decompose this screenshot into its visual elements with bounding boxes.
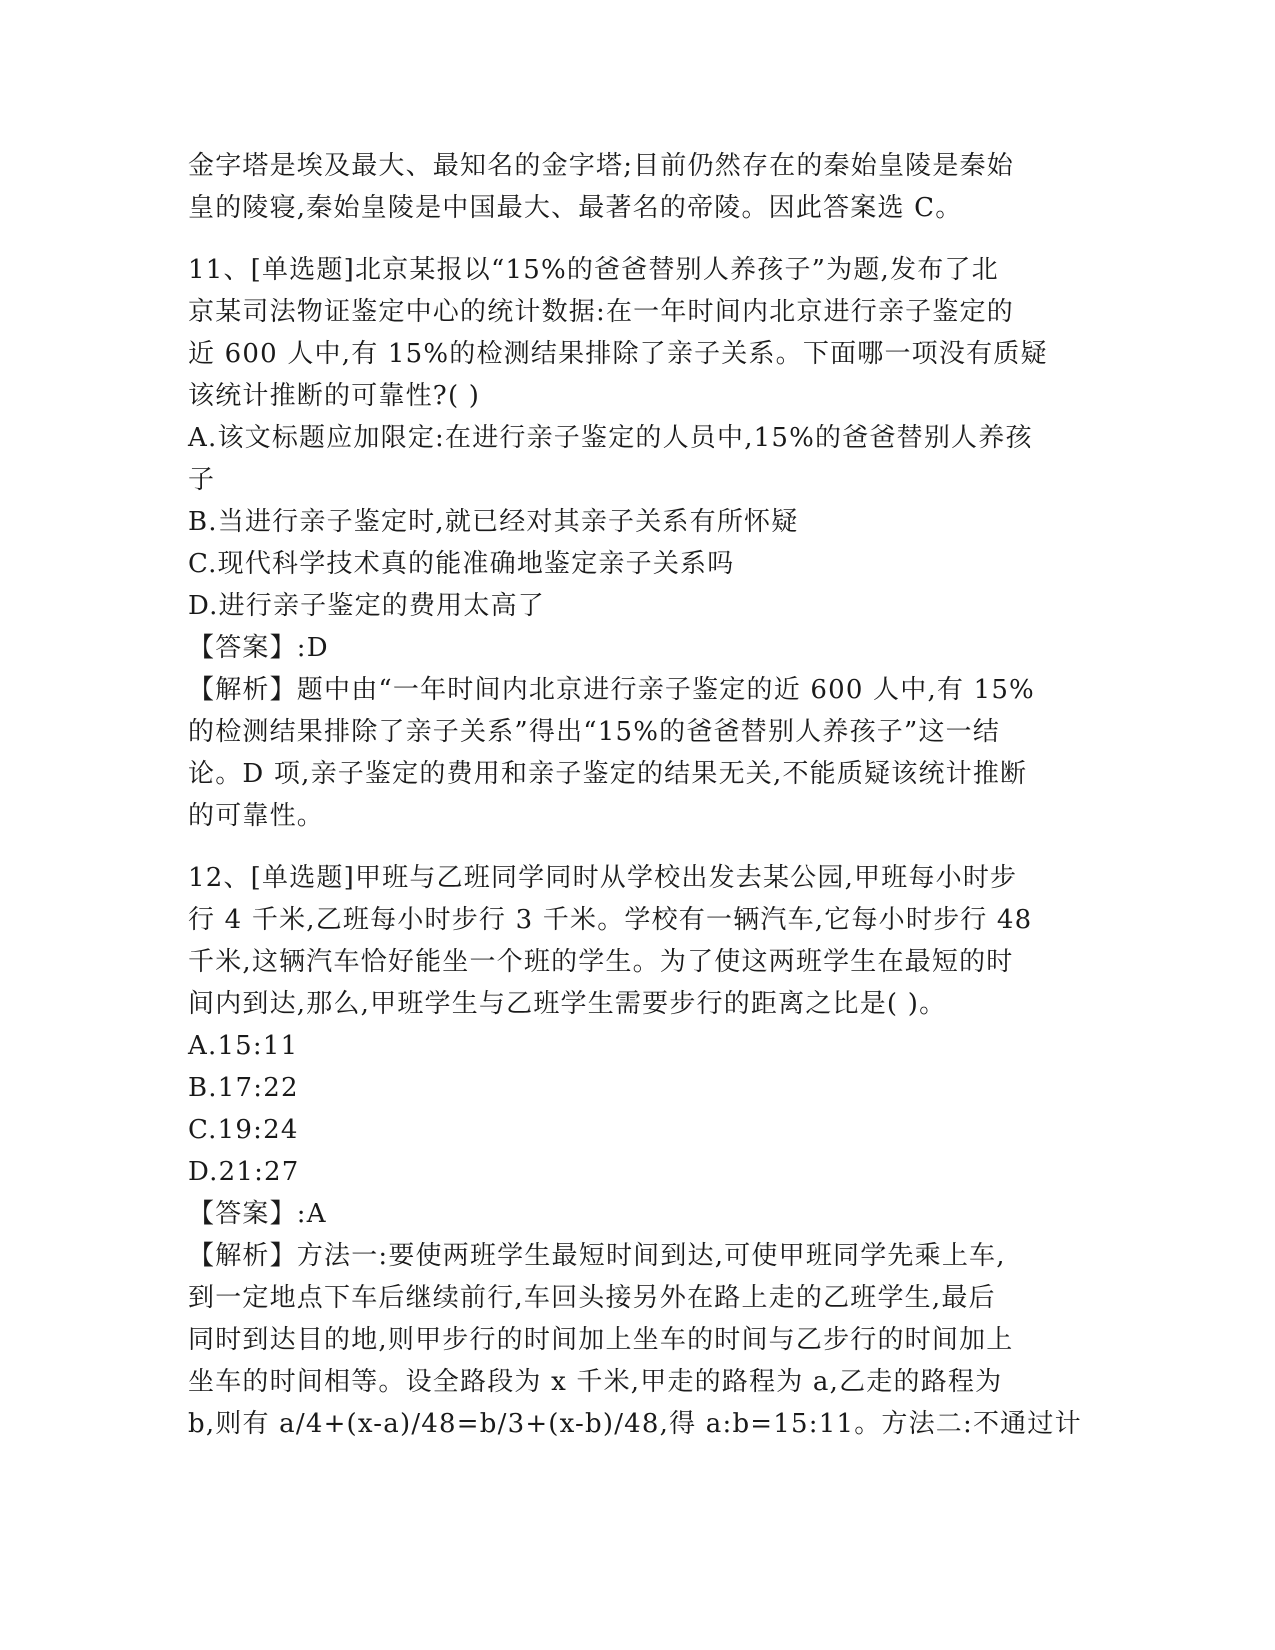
text-line: 皇的陵寝,秦始皇陵是中国最大、最著名的帝陵。因此答案选 C。 xyxy=(188,193,963,223)
analysis-line: b,则有 a/4+(x-a)/48=b/3+(x-b)/48,得 a:b=15:11。方法二:不通过计 xyxy=(188,1409,1082,1439)
option-a: A.该文标题应加限定:在进行亲子鉴定的人员中,15%的爸爸替别人养孩 xyxy=(188,423,1033,453)
option-b: B.当进行亲子鉴定时,就已经对其亲子关系有所怀疑 xyxy=(188,507,799,537)
document-page xyxy=(188,145,1088,1445)
question-11 xyxy=(188,249,1088,837)
analysis-line: 【解析】题中由“一年时间内北京进行亲子鉴定的近 600 人中,有 15% xyxy=(188,675,1035,705)
analysis-line: 同时到达目的地,则甲步行的时间加上坐车的时间与乙步行的时间加上 xyxy=(188,1325,1014,1355)
answer-line: 【答案】:D xyxy=(188,633,329,663)
analysis-line: 的可靠性。 xyxy=(188,801,325,831)
text-line: 金字塔是埃及最大、最知名的金字塔;目前仍然存在的秦始皇陵是秦始 xyxy=(188,151,1014,181)
option-a-continued: 子 xyxy=(188,465,216,495)
question-stem-line: 行 4 千米,乙班每小时步行 3 千米。学校有一辆汽车,它每小时步行 48 xyxy=(188,905,1033,935)
option-c: C.现代科学技术真的能准确地鉴定亲子关系吗 xyxy=(188,549,735,579)
question-stem-line: 千米,这辆汽车恰好能坐一个班的学生。为了使这两班学生在最短的时 xyxy=(188,947,1014,977)
analysis-line: 的检测结果排除了亲子关系”得出“15%的爸爸替别人养孩子”这一结 xyxy=(188,717,1001,747)
question-stem-line: 11、[单选题]北京某报以“15%的爸爸替别人养孩子”为题,发布了北 xyxy=(188,255,999,285)
question-stem-line: 京某司法物证鉴定中心的统计数据:在一年时间内北京进行亲子鉴定的 xyxy=(188,297,1014,327)
previous-explanation xyxy=(188,145,1088,229)
question-stem-line: 12、[单选题]甲班与乙班同学同时从学校出发去某公园,甲班每小时步 xyxy=(188,863,1018,893)
option-c: C.19:24 xyxy=(188,1115,299,1145)
analysis-line: 【解析】方法一:要使两班学生最短时间到达,可使甲班同学先乘上车, xyxy=(188,1241,1006,1271)
question-stem-line: 间内到达,那么,甲班学生与乙班学生需要步行的距离之比是( )。 xyxy=(188,989,947,1019)
question-12 xyxy=(188,857,1088,1445)
answer-line: 【答案】:A xyxy=(188,1199,327,1229)
analysis-line: 论。D 项,亲子鉴定的费用和亲子鉴定的结果无关,不能质疑该统计推断 xyxy=(188,759,1028,789)
question-stem-line: 近 600 人中,有 15%的检测结果排除了亲子关系。下面哪一项没有质疑 xyxy=(188,339,1048,369)
option-d: D.进行亲子鉴定的费用太高了 xyxy=(188,591,545,621)
question-stem-line: 该统计推断的可靠性?( ) xyxy=(188,381,481,411)
option-b: B.17:22 xyxy=(188,1073,299,1103)
option-a: A.15:11 xyxy=(188,1031,299,1061)
option-d: D.21:27 xyxy=(188,1157,300,1187)
analysis-line: 坐车的时间相等。设全路段为 x 千米,甲走的路程为 a,乙走的路程为 xyxy=(188,1367,1003,1397)
analysis-line: 到一定地点下车后继续前行,车回头接另外在路上走的乙班学生,最后 xyxy=(188,1283,996,1313)
